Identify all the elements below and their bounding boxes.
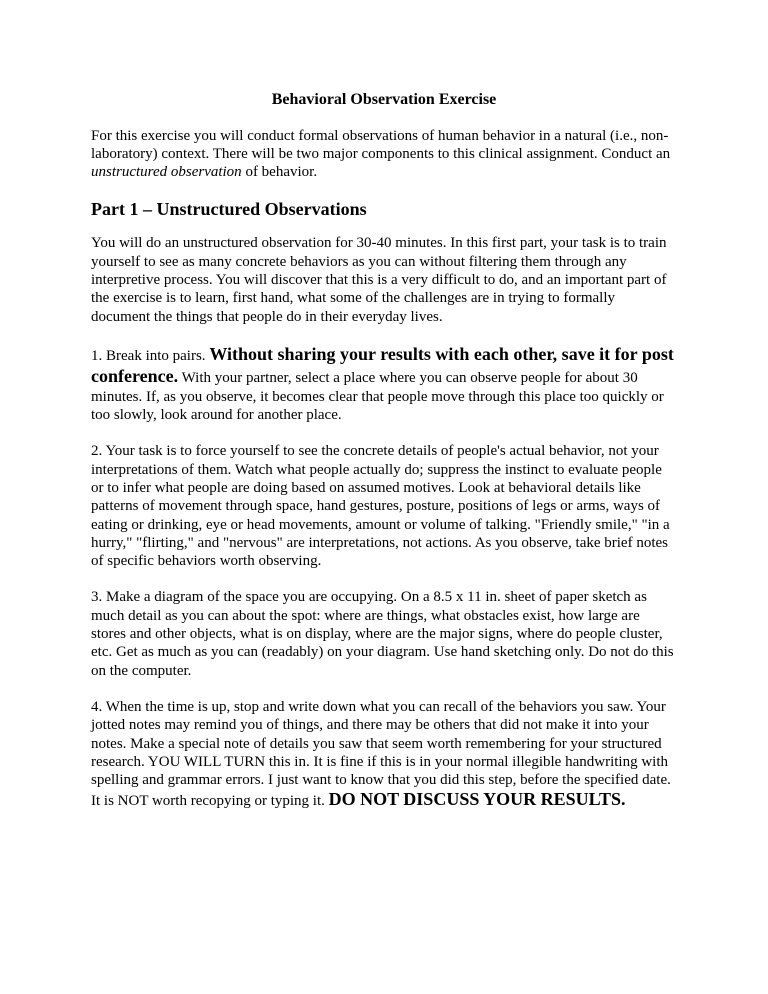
step-3-paragraph: 3. Make a diagram of the space you are occupying. On a 8.5 x 11 in. sheet of paper sketch as much detail as you can about the spot: where are things, what obstacles exist, how large are stores and other objects, what is on display, where are the major signs, where do people cluster, etc. Get as much as you can (readably) on your diagram. Use hand sketching only. Do not do this on the computer. (91, 589, 674, 679)
part1-intro-paragraph: You will do an unstructured observation for 30-40 minutes. In this first part, your task is to train yourself to see as many concrete behaviors as you can without filtering them through any interpretive process. You will discover that this is a very difficult to do, and an important part of the exercise is to learn, first hand, what some of the challenges are in trying to formally document the things that people do in their everyday lives. (91, 235, 667, 325)
intro-italic-run: unstructured observation (91, 164, 242, 181)
step-4-text-run: 4. When the time is up, stop and write down what you can recall of the behaviors you saw. Your jotted notes may remind you of things, and there may be others that did not make it into your notes. Make a special note of details you saw that seem worth remembering for your structured research. YOU WILL TURN this in. It is fine if this is in your normal illegible handwriting with spelling and grammar errors. I just want to know that you did this step, before the specified date. It is NOT worth recopying or typing it. (91, 698, 671, 810)
intro-paragraph (91, 127, 677, 182)
intro-text-run-end: of behavior. (241, 164, 318, 181)
step-1-bold-run: Without sharing your results with each other, save it for post conference. (91, 343, 674, 386)
step-1-text-run: 1. Break into pairs. (91, 347, 210, 364)
document-title: Behavioral Observation Exercise (271, 91, 497, 108)
intro-text-run: For this exercise you will conduct formal observations of human behavior in a natural (i.e., non-laboratory) context. There will be two major components to this clinical assignment. Conduct an (91, 127, 671, 162)
step-4-paragraph (91, 698, 677, 811)
step-1-paragraph (91, 344, 677, 425)
step-1-text-run-end: With your partner, select a place where you can observe people for about 30 minutes. If, as you observe, it becomes clear that people move through this place too quickly or too slowly, look around for another place. (91, 369, 664, 424)
step-4-bold-run: DO NOT DISCUSS YOUR RESULTS. (328, 789, 626, 810)
step-2-paragraph: 2. Your task is to force yourself to see the concrete details of people's actual behavior, not your interpretations of them. Watch what people actually do; suppress the instinct to evaluate people or to infer what people are doing based on assumed motives. Look at behavioral details like patterns of movement through space, hand gestures, posture, positions of legs or arms, ways of eating or drinking, eye or head movements, amount or volume of talking. "Friendly smile," "in a hurry," "flirting," and "nervous" are interpretations, not actions. As you observe, take brief notes of specific behaviors worth observing. (91, 443, 670, 570)
part1-heading: Part 1 – Unstructured Observations (91, 199, 367, 220)
